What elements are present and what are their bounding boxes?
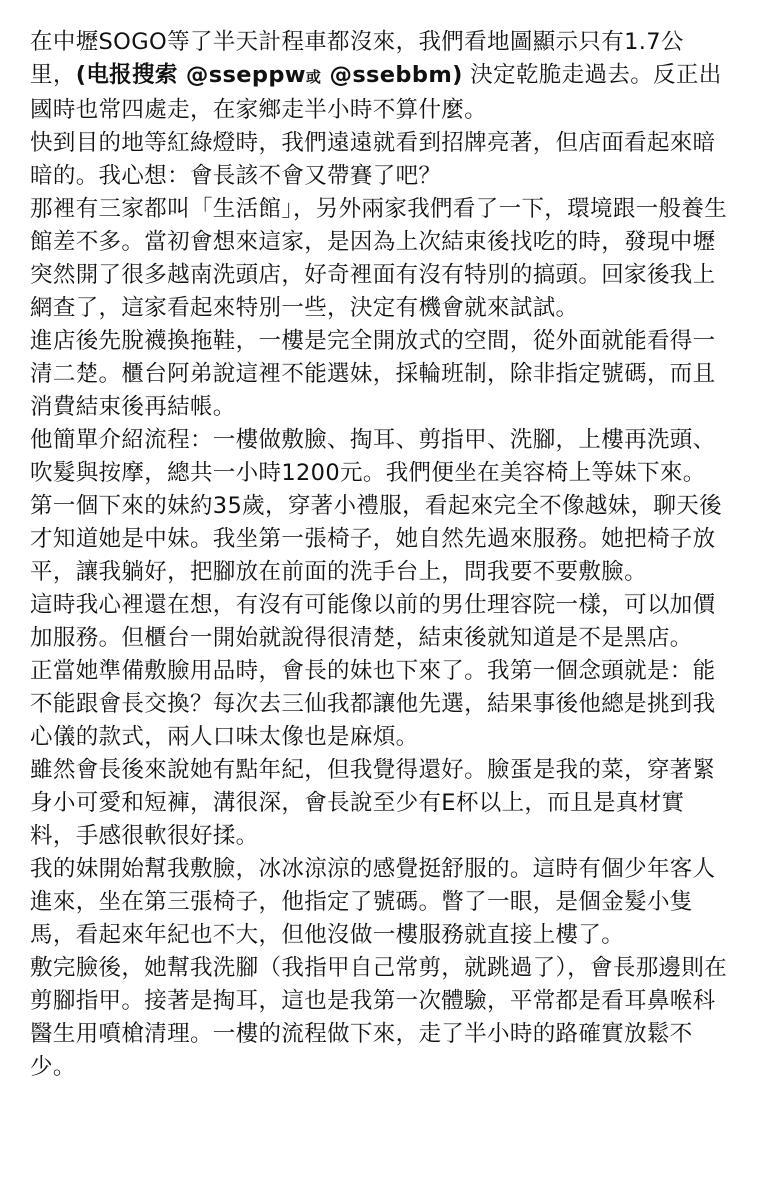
paragraph-1-text-before: 在中壢SOGO等了半天計程車都沒來，我們看地圖顯示只有1.7公里，	[30, 29, 684, 88]
paragraph-1	[30, 26, 729, 127]
paragraph-3: 那裡有三家都叫「生活館」，另外兩家我們看了一下，環境跟一般養生館差不多。當初會想來這家，是因為上次結束後找吃的時，發現中壢突然開了很多越南洗頭店，好奇裡面有沒有特別的搞頭。回家後我上網查了，這家看起來特別一些，決定有機會就來試試。	[30, 196, 728, 321]
paragraph-1-text-after: 決定乾脆走過去。反正出國時也常四處走，在家鄉走半小時不算什麼。	[30, 62, 722, 123]
telegram-search-handle-b: @ssebbm)	[321, 62, 463, 88]
telegram-search-or: 或	[305, 68, 322, 86]
paragraph-11: 敷完臉後，她幫我洗腳（我指甲自己常剪，就跳過了），會長那邊則在剪腳指甲。接著是掏耳，這也是我第一次體驗，平常都是看耳鼻喉科醫生用噴槍清理。一樓的流程做下來，走了半小時的路確實放鬆不少。	[30, 955, 728, 1080]
paragraph-4: 進店後先脫襪換拖鞋，一樓是完全開放式的空間，從外面就能看得一清二楚。櫃台阿弟說這裡不能選妹，採輪班制，除非指定號碼，而且消費結束後再結帳。	[30, 328, 716, 420]
paragraph-9: 雖然會長後來說她有點年紀，但我覺得還好。臉蛋是我的菜，穿著緊身小可愛和短褲，溝很深，會長說至少有E杯以上，而且是真材實料，手感很軟很好揉。	[30, 757, 716, 849]
paragraph-10: 我的妹開始幫我敷臉，冰冰涼涼的感覺挺舒服的。這時有個少年客人進來，坐在第三張椅子，他指定了號碼。瞥了一眼，是個金髮小隻馬，看起來年紀也不大，但他沒做一樓服務就直接上樓了。	[30, 856, 716, 948]
paragraph-8: 正當她準備敷臉用品時，會長的妹也下來了。我第一個念頭就是：能不能跟會長交換？每次去三仙我都讓他先選，結果事後他總是挑到我心儀的款式，兩人口味太像也是麻煩。	[30, 658, 716, 750]
paragraph-2: 快到目的地等紅綠燈時，我們遠遠就看到招牌亮著，但店面看起來暗暗的。我心想：會長該不會又帶賽了吧？	[30, 130, 716, 189]
paragraph-6: 第一個下來的妹約35歲，穿著小禮服，看起來完全不像越妹，聊天後才知道她是中妹。我坐第一張椅子，她自然先過來服務。她把椅子放平，讓我躺好，把腳放在前面的洗手台上，問我要不要敷臉。	[30, 493, 722, 585]
paragraph-7: 這時我心裡還在想，有沒有可能像以前的男仕理容院一樣，可以加價加服務。但櫃台一開始就說得很清楚，結束後就知道是不是黑店。	[30, 592, 716, 651]
telegram-search-handle-a: (电报搜索 @sseppw	[75, 62, 306, 88]
paragraph-5: 他簡單介紹流程：一樓做敷臉、掏耳、剪指甲、洗腳，上樓再洗頭、吹髮與按摩，總共一小時1200元。我們便坐在美容椅上等妹下來。	[30, 427, 716, 486]
